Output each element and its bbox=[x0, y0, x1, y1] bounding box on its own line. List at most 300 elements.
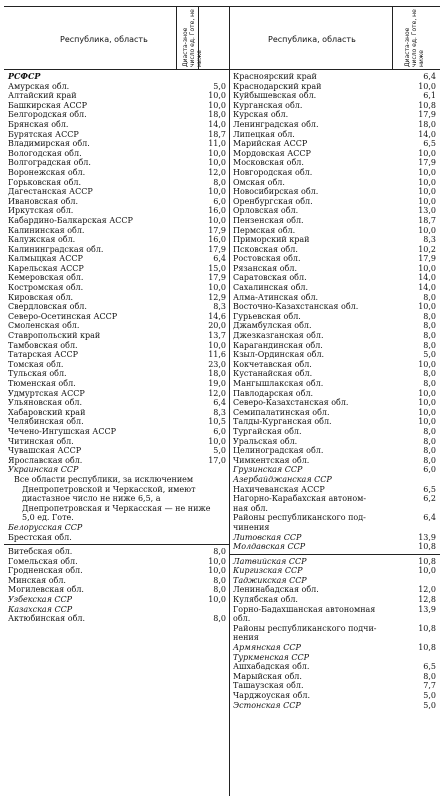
region-name: Удмуртская АССР bbox=[8, 388, 85, 398]
diastase-value: 10,0 bbox=[418, 263, 436, 273]
table-row bbox=[233, 91, 436, 101]
table-row bbox=[8, 585, 226, 595]
region-name: Горьковская обл. bbox=[8, 177, 82, 187]
right-list-2 bbox=[233, 557, 436, 711]
region-name: Ульяновская обл. bbox=[8, 398, 83, 408]
diastase-value: 10,0 bbox=[418, 187, 436, 197]
region-name: Пензенская обл. bbox=[233, 215, 304, 225]
region-name: Иркутская обл. bbox=[8, 206, 74, 216]
region-name: Новосибирская обл. bbox=[233, 187, 319, 197]
table-header bbox=[4, 6, 440, 70]
diastase-value: 6,1 bbox=[423, 91, 436, 101]
diastase-value: 10,8 bbox=[418, 623, 436, 633]
table-row bbox=[8, 369, 226, 379]
table-row bbox=[233, 130, 436, 140]
table-row bbox=[233, 585, 436, 595]
region-name: Кулябская обл. bbox=[233, 595, 298, 605]
table-row bbox=[8, 408, 226, 418]
diastase-value: 17,0 bbox=[208, 455, 226, 465]
diastase-value: 10,0 bbox=[418, 359, 436, 369]
diastase-value: 6,4 bbox=[213, 398, 226, 408]
region-name: Калужская обл. bbox=[8, 235, 76, 245]
region-name: Тюменская обл. bbox=[8, 379, 76, 388]
diastase-value: 10,0 bbox=[208, 340, 226, 350]
diastase-value: 10,8 bbox=[418, 100, 436, 110]
table-row bbox=[8, 187, 226, 197]
region-name: Северо-Казахстанская обл. bbox=[233, 398, 349, 408]
ukraine-note: Все области республики, за исключением Днепропетровской и Черкасской, имеют диастазное число не ниже 6,5, а Днепропетровская и Черкасская — не ниже 5,0 ед. Готе. bbox=[14, 474, 211, 523]
region-name: Тамбовская обл. bbox=[8, 340, 78, 350]
region-name: Туркменская ССР bbox=[233, 652, 310, 662]
table-row bbox=[8, 566, 226, 576]
column-divider bbox=[229, 68, 230, 796]
region-name: Смоленская обл. bbox=[8, 321, 80, 331]
region-name: Краснодарский край bbox=[233, 81, 322, 91]
region-name: Хабаровский край bbox=[8, 407, 86, 417]
diastase-value: 10,0 bbox=[208, 595, 226, 605]
table-row bbox=[233, 379, 436, 389]
region-name: Нагорно-Карабахская автоном- bbox=[233, 494, 367, 504]
table-row bbox=[8, 465, 226, 475]
col2-value-header: Диаста-зное число ед. Готе, не ниже bbox=[404, 9, 425, 67]
region-name: Пермская обл. bbox=[233, 225, 296, 235]
diastase-value: 10,5 bbox=[208, 417, 226, 427]
region-name: Мордовская АССР bbox=[233, 148, 311, 158]
table-row bbox=[8, 178, 226, 188]
table-row bbox=[233, 533, 436, 543]
table-row bbox=[233, 178, 436, 188]
table-row bbox=[8, 350, 226, 360]
table-row bbox=[233, 187, 436, 197]
table-row bbox=[233, 149, 436, 159]
diastase-value: 14,6 bbox=[208, 311, 226, 321]
diastase-value: 11,0 bbox=[208, 139, 226, 149]
region-name: Дагестанская АССР bbox=[8, 187, 93, 197]
table-row bbox=[233, 264, 436, 274]
diastase-value: 6,5 bbox=[423, 139, 436, 149]
header-divider bbox=[176, 7, 177, 69]
table-row bbox=[8, 523, 226, 533]
diastase-value: 17,9 bbox=[418, 158, 436, 168]
table-row bbox=[233, 226, 436, 236]
left-list-2 bbox=[8, 523, 226, 542]
table-row bbox=[233, 672, 436, 682]
region-name: Армянская ССР bbox=[233, 643, 301, 653]
diastase-value: 15,0 bbox=[208, 263, 226, 273]
table-row bbox=[8, 557, 226, 567]
region-name: Кемеровская обл. bbox=[8, 273, 84, 283]
diastase-value: 5,0 bbox=[423, 691, 436, 700]
region-name: РСФСР bbox=[8, 71, 41, 81]
region-name: Карельская АССР bbox=[8, 263, 84, 273]
table-row bbox=[8, 417, 226, 427]
diastase-value: 8,0 bbox=[423, 379, 436, 388]
diastase-value: 17,9 bbox=[418, 110, 436, 120]
table-row bbox=[233, 158, 436, 168]
region-name: обл. bbox=[233, 614, 251, 624]
table-row bbox=[8, 245, 226, 255]
region-name: Таджикская ССР bbox=[233, 575, 307, 585]
region-name: Томская обл. bbox=[8, 359, 64, 369]
diastase-value: 8,0 bbox=[423, 436, 436, 446]
table-row bbox=[233, 197, 436, 207]
region-name: Вологодская обл. bbox=[8, 148, 82, 158]
region-name: Гурьевская обл. bbox=[233, 311, 301, 321]
left-list bbox=[8, 72, 226, 475]
diastase-value: 13,7 bbox=[208, 331, 226, 341]
table-row bbox=[8, 130, 226, 140]
table-row bbox=[8, 533, 226, 543]
col1-header-title: Республика, область bbox=[60, 35, 148, 44]
table-row bbox=[233, 557, 436, 567]
table-row bbox=[233, 101, 436, 111]
region-name: Брестская обл. bbox=[8, 532, 72, 542]
table-row bbox=[233, 245, 436, 255]
region-name: Гродненская обл. bbox=[8, 566, 83, 576]
region-name: Литовская ССР bbox=[233, 532, 302, 542]
left-column bbox=[8, 72, 226, 624]
diastase-value: 6,0 bbox=[423, 465, 436, 475]
table-row bbox=[8, 139, 226, 149]
diastase-value: 13,9 bbox=[418, 532, 436, 542]
table-row bbox=[8, 576, 226, 586]
region-name: Джезказганская обл. bbox=[233, 331, 324, 341]
table-row bbox=[233, 643, 436, 653]
table-row bbox=[8, 427, 226, 437]
section-rule bbox=[229, 554, 440, 555]
region-name: Куйбышевская обл. bbox=[233, 91, 317, 101]
table-row bbox=[8, 235, 226, 245]
diastase-value: 10,2 bbox=[418, 244, 436, 254]
col2-header-title: Республика, область bbox=[268, 35, 356, 44]
col1-value-header: Диаста-зное число ед. Готе, не ниже bbox=[182, 9, 203, 67]
table-row bbox=[233, 485, 436, 495]
region-name: Северо-Осетинская АССР bbox=[8, 311, 118, 321]
diastase-value: 16,0 bbox=[208, 235, 226, 245]
diastase-value: 8,3 bbox=[213, 302, 226, 312]
table-row bbox=[8, 216, 226, 226]
region-name: Ставропольский край bbox=[8, 331, 101, 341]
table-row bbox=[233, 389, 436, 399]
table-row bbox=[233, 360, 436, 370]
region-name: Восточно-Казахстанская обл. bbox=[233, 302, 359, 312]
diastase-value: 12,0 bbox=[208, 167, 226, 177]
region-name: Тульская обл. bbox=[8, 369, 67, 379]
section-rule bbox=[4, 544, 230, 545]
table-row bbox=[233, 437, 436, 447]
diastase-value: 10,0 bbox=[208, 148, 226, 158]
region-name: Мангышлакская обл. bbox=[233, 379, 324, 388]
diastase-value: 10,0 bbox=[208, 283, 226, 293]
diastase-value: 12,0 bbox=[208, 388, 226, 398]
region-name: Алтайский край bbox=[8, 91, 77, 101]
diastase-value: 10,0 bbox=[208, 215, 226, 225]
table-row bbox=[233, 446, 436, 456]
diastase-value: 10,0 bbox=[418, 225, 436, 235]
region-name: Калмыцкая АССР bbox=[8, 254, 83, 264]
region-name: Целиноградская обл. bbox=[233, 446, 324, 456]
table-row bbox=[8, 437, 226, 447]
diastase-value: 10,0 bbox=[208, 556, 226, 566]
table-row bbox=[8, 226, 226, 236]
table-row bbox=[8, 614, 226, 624]
region-name: Талды-Курганская обл. bbox=[233, 417, 332, 427]
table-row bbox=[233, 273, 436, 283]
diastase-value: 10,0 bbox=[418, 566, 436, 576]
diastase-value: 17,9 bbox=[208, 244, 226, 254]
diastase-value: 10,0 bbox=[418, 388, 436, 398]
diastase-value: 8,0 bbox=[423, 292, 436, 302]
right-list bbox=[233, 72, 436, 552]
diastase-value: 8,3 bbox=[213, 407, 226, 417]
table-row bbox=[233, 82, 436, 92]
diastase-value: 10,8 bbox=[418, 542, 436, 552]
region-name: Районы республиканского под- bbox=[233, 513, 366, 523]
diastase-value: 23,0 bbox=[208, 359, 226, 369]
region-name: Азербайджанская ССР bbox=[233, 474, 332, 484]
table-row bbox=[233, 653, 436, 663]
diastase-value: 6,2 bbox=[423, 494, 436, 504]
region-name: Ростовская обл. bbox=[233, 254, 301, 264]
left-list-3 bbox=[8, 547, 226, 624]
region-name: Марыйская обл. bbox=[233, 671, 302, 681]
table-row bbox=[233, 206, 436, 216]
table-row bbox=[8, 341, 226, 351]
table-row bbox=[233, 331, 436, 341]
region-name: Киргизская ССР bbox=[233, 566, 303, 576]
region-name: Костромская обл. bbox=[8, 283, 84, 293]
diastase-value: 6,4 bbox=[213, 254, 226, 264]
table-row bbox=[233, 168, 436, 178]
diastase-value: 10,0 bbox=[208, 158, 226, 168]
diastase-value: 8,0 bbox=[423, 455, 436, 465]
region-name: Узбекская ССР bbox=[8, 595, 73, 605]
diastase-value: 14,0 bbox=[418, 283, 436, 293]
table-row bbox=[233, 456, 436, 466]
diastase-value: 10,0 bbox=[208, 100, 226, 110]
region-name: Марийская АССР bbox=[233, 139, 308, 149]
diastase-value: 7,7 bbox=[423, 681, 436, 691]
region-name: Джамбулская обл. bbox=[233, 321, 312, 331]
region-name: Тургайская обл. bbox=[233, 426, 302, 436]
diastase-value: 6,0 bbox=[213, 426, 226, 436]
table-row bbox=[233, 614, 436, 624]
header-divider bbox=[229, 7, 230, 69]
table-row bbox=[8, 605, 226, 615]
region-name: Ташаузская обл. bbox=[233, 681, 304, 691]
table-row bbox=[8, 547, 226, 557]
table-row bbox=[8, 321, 226, 331]
table-row bbox=[233, 139, 436, 149]
region-name: Витебская обл. bbox=[8, 547, 73, 557]
region-name: Курганская обл. bbox=[233, 100, 303, 110]
region-name: Сахалинская обл. bbox=[233, 283, 309, 293]
table-row bbox=[233, 542, 436, 552]
region-name: Ашхабадская обл. bbox=[233, 662, 310, 672]
table-row bbox=[233, 216, 436, 226]
region-name: Ярославская обл. bbox=[8, 455, 83, 465]
table-row bbox=[233, 254, 436, 264]
region-name: Чарджоуская обл. bbox=[233, 691, 310, 700]
diastase-value: 6,5 bbox=[423, 484, 436, 494]
region-name: Горно-Бадахшанская автономная bbox=[233, 604, 376, 614]
table-row bbox=[233, 494, 436, 504]
table-row bbox=[8, 360, 226, 370]
region-name: Ленинградская обл. bbox=[233, 119, 319, 129]
region-name: Саратовская обл. bbox=[233, 273, 307, 283]
region-name: Воронежская обл. bbox=[8, 167, 86, 177]
region-name: Липецкая обл. bbox=[233, 129, 295, 139]
region-name: Красноярский край bbox=[233, 72, 317, 81]
diastase-value: 5,0 bbox=[423, 350, 436, 360]
region-name: Чимкентская обл. bbox=[233, 455, 310, 465]
diastase-value: 10,0 bbox=[208, 187, 226, 197]
table-row bbox=[233, 701, 436, 711]
region-name: Молдавская ССР bbox=[233, 542, 306, 552]
table-row bbox=[233, 633, 436, 643]
diastase-value: 14,0 bbox=[418, 273, 436, 283]
region-name: Челябинская обл. bbox=[8, 417, 84, 427]
table-row bbox=[233, 283, 436, 293]
region-name: Карагандинская обл. bbox=[233, 340, 323, 350]
table-row bbox=[233, 350, 436, 360]
diastase-value: 8,0 bbox=[213, 585, 226, 595]
diastase-value: 6,4 bbox=[423, 513, 436, 523]
region-name: Актюбинская обл. bbox=[8, 614, 86, 624]
table-row bbox=[8, 149, 226, 159]
header-divider bbox=[392, 7, 393, 69]
diastase-value: 14,0 bbox=[418, 129, 436, 139]
table-row bbox=[233, 408, 436, 418]
diastase-value: 11,6 bbox=[208, 350, 226, 360]
table-row bbox=[233, 475, 436, 485]
table-row bbox=[233, 465, 436, 475]
region-name: Брянская обл. bbox=[8, 119, 69, 129]
table-row bbox=[233, 513, 436, 523]
table-row bbox=[233, 235, 436, 245]
region-name: Омская обл. bbox=[233, 177, 285, 187]
table-row bbox=[8, 82, 226, 92]
diastase-value: 8,0 bbox=[213, 575, 226, 585]
diastase-value: 13,0 bbox=[418, 206, 436, 216]
table-row bbox=[8, 389, 226, 399]
table-row bbox=[8, 197, 226, 207]
diastase-value: 10,0 bbox=[418, 81, 436, 91]
diastase-value: 18,7 bbox=[418, 215, 436, 225]
diastase-value: 5,0 bbox=[213, 446, 226, 456]
region-name: Нахичеванская АССР bbox=[233, 484, 325, 494]
region-name: Эстонская ССР bbox=[233, 700, 301, 710]
table-row bbox=[233, 691, 436, 701]
header-divider bbox=[198, 7, 199, 69]
diastase-value: 16,0 bbox=[208, 206, 226, 216]
region-name: Псковская обл. bbox=[233, 244, 298, 254]
region-name: Минская обл. bbox=[8, 575, 66, 585]
diastase-value: 10,0 bbox=[418, 196, 436, 206]
region-name: Чувашская АССР bbox=[8, 446, 82, 456]
table-row bbox=[233, 566, 436, 576]
region-name: чинения bbox=[233, 522, 270, 532]
region-name: Ленинабадская обл. bbox=[233, 585, 319, 595]
diastase-value: 10,0 bbox=[418, 167, 436, 177]
region-name: Башкирская АССР bbox=[8, 100, 88, 110]
diastase-value: 12,0 bbox=[418, 585, 436, 595]
region-name: Московская обл. bbox=[233, 158, 304, 168]
region-name: нения bbox=[233, 633, 259, 643]
region-name: Кокчетавская обл. bbox=[233, 359, 312, 369]
table-row bbox=[8, 101, 226, 111]
table-row bbox=[233, 595, 436, 605]
table-row bbox=[8, 110, 226, 120]
table-row bbox=[233, 293, 436, 303]
table-row bbox=[8, 379, 226, 389]
diastase-value: 20,0 bbox=[208, 321, 226, 331]
table-row bbox=[233, 321, 436, 331]
table-row bbox=[233, 605, 436, 615]
diastase-value: 14,0 bbox=[208, 119, 226, 129]
table-row bbox=[8, 72, 226, 82]
table-row bbox=[233, 369, 436, 379]
table-row bbox=[8, 398, 226, 408]
region-name: Кзыл-Ординская обл. bbox=[233, 350, 325, 360]
region-name: Приморский край bbox=[233, 235, 310, 245]
diastase-value: 5,0 bbox=[213, 81, 226, 91]
diastase-value: 8,0 bbox=[423, 446, 436, 456]
region-name: Орловская обл. bbox=[233, 206, 299, 216]
diastase-value: 10,8 bbox=[418, 643, 436, 653]
diastase-value: 6,5 bbox=[423, 662, 436, 672]
table-row bbox=[233, 110, 436, 120]
table-row bbox=[233, 504, 436, 514]
region-name: Павлодарская обл. bbox=[233, 388, 314, 398]
region-name: Курская обл. bbox=[233, 110, 289, 120]
diastase-value: 6,0 bbox=[213, 196, 226, 206]
table-row bbox=[8, 264, 226, 274]
table-row bbox=[8, 158, 226, 168]
region-name: Оренбургская обл. bbox=[233, 196, 313, 206]
region-name: Читинская обл. bbox=[8, 436, 74, 446]
diastase-value: 10,0 bbox=[208, 91, 226, 101]
table-row bbox=[8, 456, 226, 466]
region-name: Кабардино-Балкарская АССР bbox=[8, 215, 133, 225]
diastase-value: 5,0 bbox=[423, 700, 436, 710]
region-name: Новгородская обл. bbox=[233, 167, 313, 177]
region-name: Грузинская ССР bbox=[233, 465, 303, 475]
diastase-value: 10,8 bbox=[418, 556, 436, 566]
region-name: Уральская обл. bbox=[233, 436, 298, 446]
right-column bbox=[233, 72, 436, 710]
diastase-value: 17,9 bbox=[418, 254, 436, 264]
region-name: Ивановская обл. bbox=[8, 196, 78, 206]
diastase-value: 10,0 bbox=[208, 566, 226, 576]
table-row bbox=[233, 427, 436, 437]
diastase-value: 13,9 bbox=[418, 604, 436, 614]
table-row bbox=[233, 681, 436, 691]
diastase-value: 18,0 bbox=[208, 110, 226, 120]
diastase-value: 18,0 bbox=[208, 369, 226, 379]
diastase-value: 8,0 bbox=[423, 671, 436, 681]
region-name: Гомельская обл. bbox=[8, 556, 78, 566]
diastase-value: 8,0 bbox=[423, 340, 436, 350]
diastase-value: 10,0 bbox=[418, 177, 436, 187]
diastase-value: 8,0 bbox=[423, 369, 436, 379]
diastase-value: 8,0 bbox=[423, 321, 436, 331]
diastase-value: 17,9 bbox=[208, 225, 226, 235]
table-row bbox=[233, 120, 436, 130]
table-row bbox=[8, 446, 226, 456]
table-row bbox=[233, 72, 436, 82]
table-row bbox=[8, 312, 226, 322]
